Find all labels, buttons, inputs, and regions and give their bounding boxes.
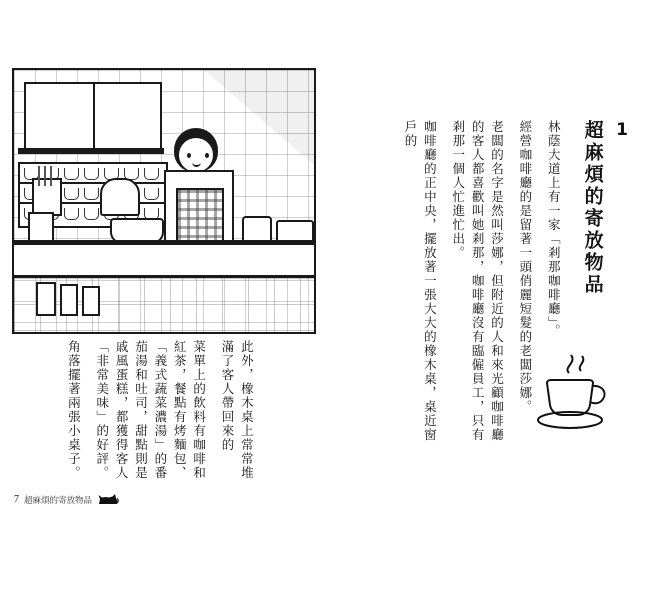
utensil-holder: [32, 178, 62, 216]
jar-icon: [36, 282, 56, 316]
page-number: 7: [14, 494, 19, 505]
cup-icon: [144, 188, 159, 200]
page-footer: [14, 493, 119, 506]
cup-icon: [144, 168, 159, 180]
text-column: 菜單上的飲料有咖啡和紅茶，餐點有烤麵包、「義式蔬菜濃湯」的番茄湯和吐司，甜點則是戚風蛋糕，都獲得客人「非常美味」的好評。: [94, 340, 207, 480]
text-column: 角落擺著兩張小桌子。: [66, 340, 82, 480]
left-page-body-text: [55, 340, 256, 490]
character-apron: [176, 188, 224, 244]
utensil-icon: [38, 166, 40, 186]
utensil-icon: [44, 166, 46, 186]
counter-tiles: [14, 278, 314, 332]
window-icon: [24, 82, 162, 152]
chef-hat-icon: [100, 178, 140, 216]
text-column: 咖啡廳的正中央，擺放著一張大大的橡木桌，桌近窗戶的: [402, 120, 438, 442]
text-column: 老闆的名字是然叫莎娜，但附近的人和來光顧咖啡廳的客人都喜歡叫她剎那，咖啡廳沒有臨僱員工，只有剎那一個人忙進忙出。: [450, 120, 505, 442]
cat-icon: [97, 493, 119, 506]
window-sill: [18, 148, 164, 154]
jar-icon: [82, 286, 100, 316]
character-eye: [205, 153, 209, 158]
text-column: 此外，橡木桌上常常堆滿了客人帶回來的: [220, 340, 255, 480]
cup-icon: [84, 168, 99, 180]
cup-icon: [84, 188, 99, 200]
chapter-number: 1: [612, 120, 632, 142]
utensil-icon: [50, 166, 52, 186]
running-title: 超麻煩的寄放物品: [24, 495, 93, 506]
cafe-counter-illustration: [12, 68, 316, 334]
coffee-cup-illustration: [523, 345, 615, 435]
cup-icon: [84, 208, 99, 220]
chapter-title: 超麻煩的寄放物品: [581, 120, 604, 296]
character-eye: [187, 153, 191, 158]
cup-icon: [64, 168, 79, 180]
cup-icon: [64, 208, 79, 220]
counter-band: [14, 245, 314, 278]
text-column: 經營咖啡廳的是留著一頭俏麗短髮的老闆莎娜。: [517, 120, 533, 414]
text-column: 林蔭大道上有一家「剎那咖啡廳」。: [546, 120, 562, 338]
jar-icon: [60, 284, 78, 316]
wall-shadow: [204, 70, 314, 165]
cup-icon: [64, 188, 79, 200]
